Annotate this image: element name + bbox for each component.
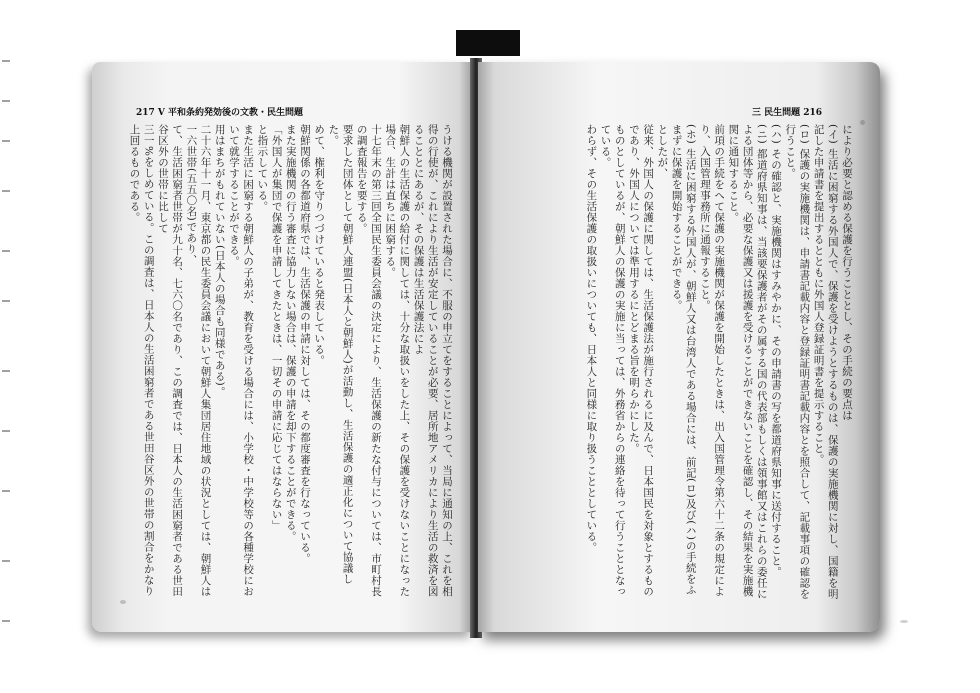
left-paragraph: 要求した団体として朝鮮人連盟(日本人と朝鮮人)が活動し、生活保護の適正化について協議した。 — [327, 124, 354, 585]
right-paragraph: わらず、その生活保護の取扱いについても、日本人と同様に取り扱うこととしている。 — [585, 124, 598, 553]
right-paragraph: (ハ) その確認と、実施機関はすみやかに、その申請書の写を都道府県知事に送付すること。 — [769, 124, 782, 578]
left-paragraph: 二十六年十一月、東京都の民生委員会議において朝鮮人集団居住地域の状況としては、朝鮮人は一六世帯(五五〇名)であり、 — [185, 124, 212, 597]
right-paragraph: 前項の手続をへて保護の実施機関が保護を開始したときは、出入国管理令第六十二条の規定により、入国管理事務所に通報すること。 — [698, 124, 726, 597]
scan-noise — [120, 600, 126, 604]
left-paragraph: 朝鮮人の生活保護の給付に関しては、十分な取扱いをした上、その保護を受けないことになった場合、生計は直ちに困窮する。 — [384, 124, 411, 597]
left-paragraph: 「外国人が集団で保護を申請してきたときは、一切その申請に応じてはならない」 — [270, 124, 283, 531]
right-paragraph: により必要と認める保護を行うこととし、その手続の要点は — [841, 124, 853, 421]
left-paragraph: 得の行使が、これにより生活が安定していることが必要、居所地アメリカにより生活の救済を図ることとにあるが、その保護は生活保護法によ — [412, 124, 439, 597]
right-paragraph: ものとしているが、朝鮮人の保護の実施に当っては、外務省からの連絡を待って行うこととなっている。 — [599, 124, 626, 597]
left-paragraph: めて、権利を守りつづけていると発表している。 — [313, 124, 326, 366]
left-paragraph: うける機関が設置された場合に、不服の申立てをすることによって、当局に通知の上、これを相 — [441, 124, 453, 597]
scan-noise — [860, 120, 865, 125]
left-paragraph: と指示している。 — [256, 124, 269, 212]
left-paragraph: 朝鮮関係の各都道府県では、生活保護の申請に対しては、その都度審査を行なっている。 — [298, 124, 311, 564]
right-paragraph: (ホ) 生活に困窮する外国人が、朝鮮人又は台湾人である場合には、前記(ロ)及び(ハ)の手続をふまずに保護を開始することができる。 — [670, 124, 697, 596]
right-paragraph: 従来、外国人の保護に関しては、生活保護法が施行されるに及んで、日本国民を対象とするものであり、外国人については準用するにとどまる旨を明らかにした。 — [627, 124, 655, 597]
right-paragraph: (ロ) 保護の実施機関は、申請書記載内容と登録証明書記載内容とを照合して、記載事項の確認を行うこと。 — [784, 124, 811, 600]
right-paragraph: (ニ) 都道府県知事は、当該要保護者がその属する国の代表部もしくは領事館又はこれらの委任による団体等から、必要な保護又は援護を受けることができないことを確認し、その結果を実施機関に通知すること。 — [727, 124, 768, 600]
right-page-header: 三 民生問題 216 — [751, 108, 822, 118]
left-page — [92, 62, 474, 632]
scan-noise — [900, 620, 908, 623]
left-paragraph: また生活に困窮する朝鮮人の子弟が、教育を受ける場合には、小学校・中学校等の各種学校において就学することができる。 — [227, 124, 255, 597]
scan-marker — [456, 30, 520, 56]
right-page-body — [500, 124, 854, 604]
left-page-body — [122, 124, 454, 604]
left-paragraph: また実施機関の行う審査に協力しない場合は、保護の申請を却下することができる。 — [284, 124, 297, 542]
left-page-header: 217 Ⅴ 平和条約発効後の文教・民生問題 — [136, 108, 304, 118]
left-paragraph: 三一%をしめている。この調査は、日本人の生活困窮者である世田谷区外の世帯の割合をかなり上回るものである。 — [128, 124, 155, 597]
left-paragraph: 用はまちがもれていない(日本人の場合も同様である)。 — [213, 124, 226, 398]
right-page — [478, 62, 880, 632]
left-paragraph: て、生活困窮者世帯が九十名、七六〇名であり、この調査では、日本人の生活困窮者である世田谷区外の世帯に比して — [156, 124, 184, 597]
right-paragraph: (イ) 生活に困窮する外国人で、保護を受けようとするものは、保護の実施機関に対し、国籍を明記した申請書を提出するとともに外国人登録証明書を提示すること。 — [812, 124, 839, 600]
left-edge-bleed — [0, 40, 14, 660]
right-paragraph: としたが、 — [656, 124, 669, 179]
left-paragraph: 十七年末の第三回全国民生委員会議の決定により、生活保護の新たな付与については、市町村長の調査報告を要する。 — [355, 124, 382, 597]
